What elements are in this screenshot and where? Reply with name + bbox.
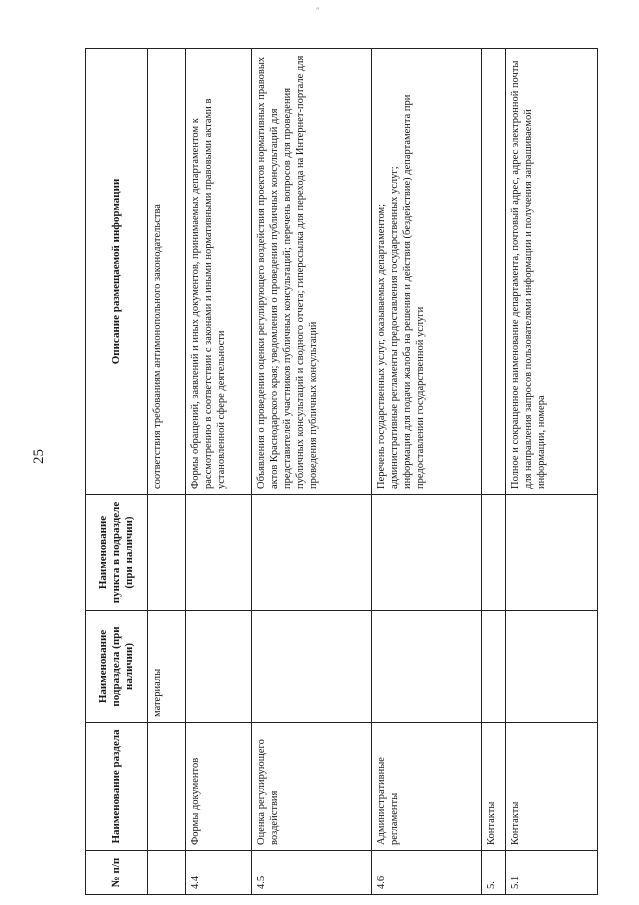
cell-item (482, 495, 506, 611)
cell-num: 4.4 (186, 851, 252, 895)
info-table (85, 48, 598, 895)
table-header-row (86, 49, 148, 895)
cell-item (186, 495, 252, 611)
cell-description: Объявления о проведении оценки регулирующего воздействия проектов нормативных правовых актов Краснодарского края; уведомления о проведении публичных консультаций для представителей участников публичных консультаций; перечень вопросов для проведения публичных консультаций и сводного отчета; гиперссылка для перехода на Интернет-портале для проведения публичных консультаций (252, 49, 372, 495)
cell-subsection: материалы (148, 611, 186, 723)
cell-item (506, 495, 598, 611)
page-number: 25 (31, 449, 47, 464)
cell-subsection (506, 611, 598, 723)
cell-description: соответствия требованиям антимонопольного законодательства (148, 49, 186, 495)
cell-description: Полное и сокращенное наименование департамента, почтовый адрес, адрес электронной почты для направления запросов пользователями информации и получения запрашиваемой информации, номера (506, 49, 598, 495)
cell-item (252, 495, 372, 611)
cell-num: 4.5 (252, 851, 372, 895)
table-row (252, 49, 372, 895)
cell-subsection (372, 611, 482, 723)
cell-num (148, 851, 186, 895)
header-subsection: Наименование подраздела (при наличии) (86, 611, 148, 723)
table-row (372, 49, 482, 895)
cell-subsection (186, 611, 252, 723)
table-row (482, 49, 506, 895)
cell-description: Перечень государственных услуг, оказываемых департаментом; административные регламенты предоставления государственных услуг; информация для подачи жалоба на решения и действия (бездействие) департамента при предоставлении государственной услуги (372, 49, 482, 495)
cell-section: Оценка регулирующего воздействия (252, 723, 372, 851)
cell-section: Контакты (506, 723, 598, 851)
header-section: Наименование раздела (86, 723, 148, 851)
rotated-table-wrapper (85, 49, 597, 895)
cell-num: 5. (482, 851, 506, 895)
cell-num: 5.1 (506, 851, 598, 895)
cell-subsection (252, 611, 372, 723)
cell-num: 4.6 (372, 851, 482, 895)
header-num: № п/п (86, 851, 148, 895)
cell-description: Формы обращений, заявлений и иных документов, принимаемых департаментом к рассмотрению в соответствии с законами и иными нормативными правовыми актами в установленной сфере деятельности (186, 49, 252, 495)
cell-section: Контакты (482, 723, 506, 851)
cell-subsection (482, 611, 506, 723)
cell-item (372, 495, 482, 611)
table-row (186, 49, 252, 895)
cell-section: Формы документов (186, 723, 252, 851)
header-item: Наименование пункта в подразделе (при наличии) (86, 495, 148, 611)
scan-mark: " (316, 6, 320, 16)
cell-section (148, 723, 186, 851)
cell-section: Административные регламенты (372, 723, 482, 851)
table-row (148, 49, 186, 895)
cell-description (482, 49, 506, 495)
header-description: Описание размещаемой информации (86, 49, 148, 495)
table-row (506, 49, 598, 895)
cell-item (148, 495, 186, 611)
